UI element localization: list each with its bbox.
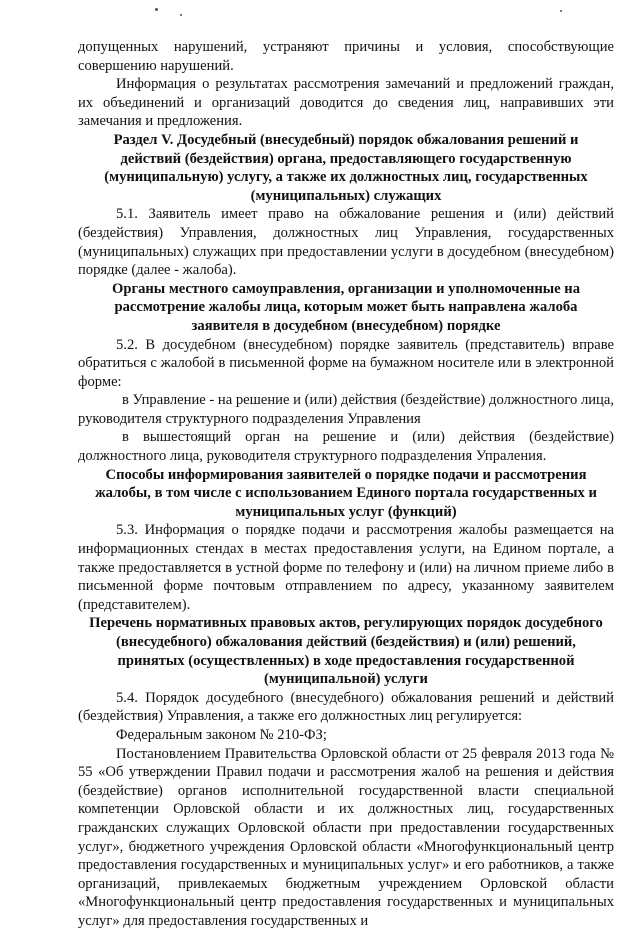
paragraph-government-resolution: Постановлением Правительства Орловской области от 25 февраля 2013 года № 55 «Об утверждении Правил подачи и рассмотрения жалоб на решения и действия (бездействие) органов исполнительной государственной власти специальной компетенции Орловской области и их должностных лиц, государственных гражданских служащих Орловской области при предоставлении государственных услуг», бюджетного учреждения Орловской области «Многофункциональный центр предоставления государственных и муниципальных услуг» и его работников, а также организаций, привлекаемых бюджетным учреждением Орловской области «Многофункциональный центр предоставления государственных и муниципальных услуг» для предоставления государственных и [78,745,614,929]
paragraph-federal-law: Федеральным законом № 210-ФЗ; [116,726,327,743]
heading-informing-methods: Способы информирования заявителей о порядке подачи и рассмотрения жалобы, в том числе с использованием Единого портала государственных и муниципальных услуг (функций) [95,466,597,520]
paragraph-to-department: в Управление - на решение и (или) действия (бездействие) должностного лица, руководителя структурного подразделения Управления [78,392,614,427]
section-v-heading: Раздел V. Досудебный (внесудебный) порядок обжалования решений и действий (бездействия) органа, предоставляющего государственную (муниципальную) услугу, а также их должностных лиц, государственных (муниципальных) служащих [104,131,588,204]
paragraph-continuation: допущенных нарушений, устраняют причины и условия, способствующие совершению нарушений. [78,39,614,74]
paragraph-5-4: 5.4. Порядок досудебного (внесудебного) обжалования решений и действий (бездействия) Управления, а также его должностных лиц регулируется: [78,689,614,725]
paragraph-5-3: 5.3. Информация о порядке подачи и рассмотрения жалобы размещается на информационных стендах в местах предоставления услуги, на Едином портале, а также предоставляется в устной форме по телефону и (или) на личном приеме либо в письменной форме почтовым отправлением по адресу, указанному заявителем (представителем). [78,522,614,613]
heading-complaint-bodies: Органы местного самоуправления, организации и уполномоченные на рассмотрение жалобы лица, которым может быть направлена жалоба заявителя в досудебном (внесудебном) порядке [111,280,580,334]
paragraph-5-2: 5.2. В досудебном (внесудебном) порядке заявитель (представитель) вправе обратиться с жалобой в письменной форме на бумажном носителе или в электронной форме: [78,336,614,390]
paragraph-5-1: 5.1. Заявитель имеет право на обжалование решения и (или) действий (бездействия) Управления, должностных лиц Управления, государственных (муниципальных) служащих при предоставлении услуги в досудебном (внесудебном) порядке (далее - жалоба). [78,206,614,279]
paragraph-to-higher-body: в вышестоящий орган на решение и (или) действия (бездействие) должностного лица, руководителя структурного подразделения Упраления. [78,429,614,465]
paragraph-results-info: Информация о результатах рассмотрения замечаний и предложений граждан, их объединений и организаций доводится до сведения лиц, направивших эти замечания и предложения. [78,76,614,130]
heading-legal-acts-list: Перечень нормативных правовых актов, регулирующих порядок досудебного (внесудебного) обжалования действий (бездействия) и (или) решений, принятых (осуществленных) в ходе предоставления государственной (муниципальной) услуги [89,615,603,688]
